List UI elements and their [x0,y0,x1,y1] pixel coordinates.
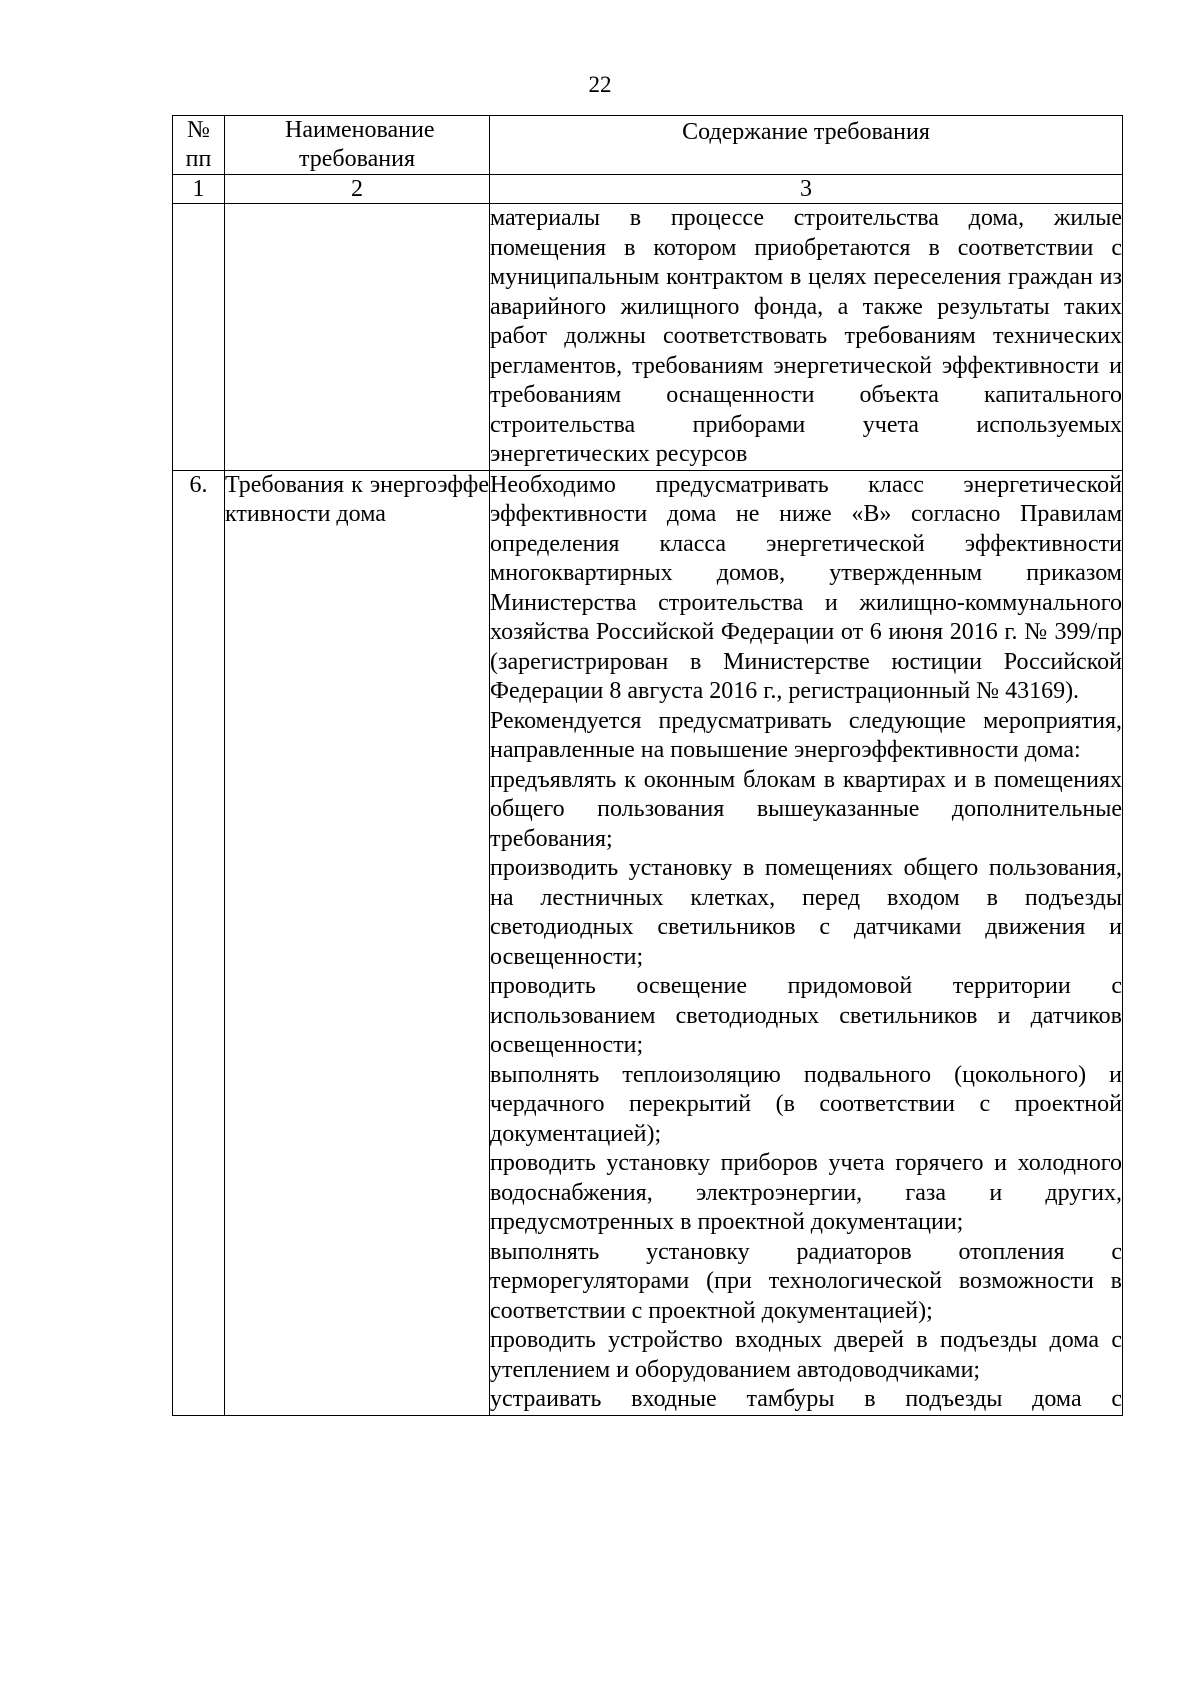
paragraph-2: Рекомендуется предусматривать следующие мероприятия, направленные на повышение энергоэффективности дома: [490,707,1122,763]
row-name-empty [225,204,490,471]
requirements-table [172,115,1123,1416]
paragraph-5: проводить освещение придомовой территории с использованием светодиодных светильников и датчиков освещенности; [490,973,1122,1058]
column-number-row [173,175,1123,204]
requirement-name: Требования к энергоэффективности дома [225,471,489,527]
paragraph-4: производить установку в помещениях общего пользования, на лестничных клетках, перед входом в подъезды светодиодных светильников с датчиками движения и освещенности; [490,855,1122,970]
paragraph-10: устраивать входные тамбуры в подъезды дома с [490,1386,1122,1412]
continued-text: материалы в процессе строительства дома, жилые помещения в котором приобретаются в соответствии с муниципальным контрактом в целях переселения граждан из аварийного жилищного фонда, а также результаты таких работ должны соответствовать требованиям технических регламентов, требованиям энергетической эффективности и требованиям оснащенности объекта капитального строительства приборами учета используемых энергетических ресурсов [490,205,1122,467]
paragraph-3: предъявлять к оконным блокам в квартирах и в помещениях общего пользования вышеуказанные дополнительные требования; [490,766,1122,852]
header-name: Наименование требования [225,116,490,175]
row-number-empty [173,204,225,471]
header-content: Содержание требования [490,116,1123,175]
paragraph-7: проводить установку приборов учета горячего и холодного водоснабжения, электроэнергии, газа и других, предусмотренных в проектной документации; [490,1150,1122,1235]
table-row-continued [173,204,1123,471]
row-number: 6. [173,470,225,1415]
table-header-row [173,116,1123,175]
paragraph-6: выполнять теплоизоляцию подвального (цокольного) и чердачного перекрытий (в соответствии с проектной документацией); [490,1061,1122,1147]
table-row-6 [173,470,1123,1415]
column-number-1: 1 [173,175,225,204]
paragraph-1: Необходимо предусматривать класс энергетической эффективности дома не ниже «В» согласно Правилам определения класса энергетической эффективности многоквартирных домов, утвержденным приказом Министерства строительства и жилищно-коммунального хозяйства Российской Федерации от 6 июня 2016 г. № 399/пр (зарегистрирован в Министерстве юстиции Российской Федерации 8 августа 2016 г., регистрационный № 43169). [490,471,1122,704]
paragraph-8: выполнять установку радиаторов отопления с терморегуляторами (при технологической возможности в соответствии с проектной документацией); [490,1238,1122,1324]
column-number-2: 2 [225,175,490,204]
column-number-3: 3 [490,175,1123,204]
page-number: 22 [588,72,612,97]
header-number: № пп [173,116,225,175]
paragraph-9: проводить устройство входных дверей в подъезды дома с утеплением и оборудованием автодоводчиками; [490,1327,1122,1383]
